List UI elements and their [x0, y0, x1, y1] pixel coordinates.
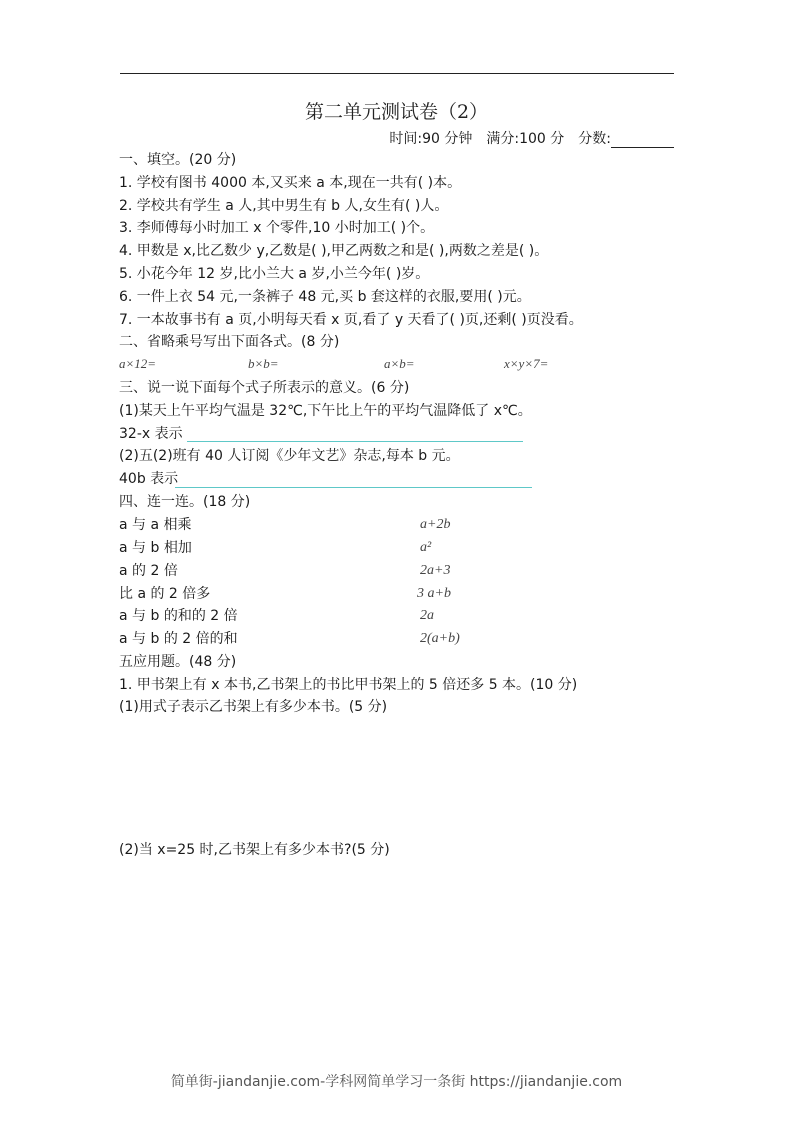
question-1-3: 3. 李师傅每小时加工 x 个零件,10 小时加工( )个。 [119, 220, 435, 236]
question-1-4: 4. 甲数是 x,比乙数少 y,乙数是( ),甲乙两数之和是( ),两数之差是( )。 [119, 243, 549, 259]
section3-q2: (2)五(2)班有 40 人订阅《少年文艺》杂志,每本 b 元。 [119, 448, 460, 464]
time-label: 时间:90 分钟 [389, 131, 473, 147]
section3-a1-label: 32-x 表示 [119, 426, 183, 442]
question-1-5: 5. 小花今年 12 岁,比小兰大 a 岁,小兰今年( )岁。 [119, 266, 430, 282]
match-right-1[interactable]: a+2b [420, 517, 451, 532]
expr-1: a×12= [119, 356, 157, 371]
top-rule [120, 73, 674, 74]
section5-q1: 1. 甲书架上有 x 本书,乙书架上的书比甲书架上的 5 倍还多 5 本。(10 分) [119, 677, 578, 693]
match-left-3[interactable]: a 的 2 倍 [119, 563, 178, 579]
section1-heading: 一、填空。(20 分) [119, 152, 237, 168]
question-1-1: 1. 学校有图书 4000 本,又买来 a 本,现在一共有( )本。 [119, 175, 462, 191]
section3-q1: (1)某天上午平均气温是 32℃,下午比上午的平均气温降低了 x℃。 [119, 403, 532, 419]
page-title: 第二单元测试卷（2） [304, 101, 489, 123]
exam-meta [375, 128, 674, 148]
match-right-5[interactable]: 2a [420, 608, 434, 623]
match-left-4[interactable]: 比 a 的 2 倍多 [119, 586, 211, 602]
match-left-5[interactable]: a 与 b 的和的 2 倍 [119, 608, 238, 624]
footer-watermark: 简单街-jiandanjie.com-学科网简单学习一条街 https://jiandanjie.com [170, 1074, 623, 1090]
match-right-2[interactable]: a² [420, 540, 432, 555]
match-right-4[interactable]: 3 a+b [417, 586, 451, 601]
match-left-6[interactable]: a 与 b 的 2 倍的和 [119, 631, 238, 647]
section2-heading: 二、省略乘号写出下面各式。(8 分) [119, 334, 340, 350]
match-right-6[interactable]: 2(a+b) [420, 631, 460, 646]
expr-3: a×b= [384, 356, 415, 371]
score-label: 分数: [578, 131, 611, 147]
section5-heading: 五应用题。(48 分) [119, 654, 237, 670]
question-1-2: 2. 学校共有学生 a 人,其中男生有 b 人,女生有( )人。 [119, 198, 449, 214]
section4-heading: 四、连一连。(18 分) [119, 494, 251, 510]
section3-heading: 三、说一说下面每个式子所表示的意义。(6 分) [119, 380, 410, 396]
expr-4: x×y×7= [504, 356, 549, 371]
score-blank[interactable] [611, 131, 674, 148]
expr-2: b×b= [248, 356, 279, 371]
full-score-label: 满分:100 分 [486, 131, 565, 147]
answer-line-1[interactable] [187, 441, 523, 442]
match-right-3[interactable]: 2a+3 [420, 563, 451, 578]
question-1-6: 6. 一件上衣 54 元,一条裤子 48 元,买 b 套这样的衣服,要用( )元。 [119, 289, 531, 305]
answer-line-2[interactable] [175, 487, 532, 488]
section5-q1-part2: (2)当 x=25 时,乙书架上有多少本书?(5 分) [119, 842, 390, 858]
section3-a2-label: 40b 表示 [119, 471, 179, 487]
section5-q1-part1: (1)用式子表示乙书架上有多少本书。(5 分) [119, 699, 388, 715]
match-left-1[interactable]: a 与 a 相乘 [119, 517, 192, 533]
question-1-7: 7. 一本故事书有 a 页,小明每天看 x 页,看了 y 天看了( )页,还剩( )页没看。 [119, 312, 583, 328]
match-left-2[interactable]: a 与 b 相加 [119, 540, 192, 556]
